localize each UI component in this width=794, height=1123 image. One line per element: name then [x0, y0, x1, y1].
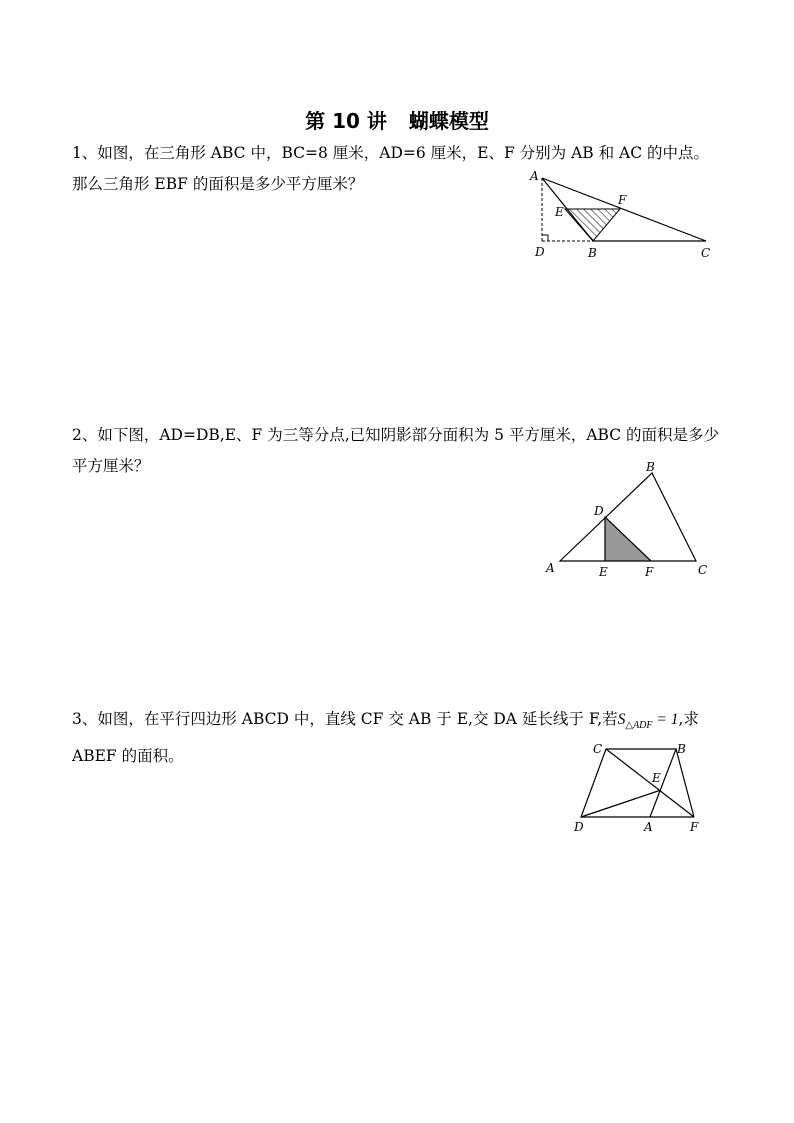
label-e: E — [555, 205, 564, 219]
label-d: D — [594, 504, 604, 518]
question-1-figure — [528, 168, 728, 264]
question-3-text-before: 3、如图，在平行四边形 ABCD 中，直线 CF 交 AB 于 E,交 DA 延长线于 F,若 — [72, 710, 618, 728]
label-f: F — [618, 193, 627, 207]
line-cf — [606, 749, 694, 817]
line-de — [581, 790, 661, 817]
lecture-topic: 蝴蝶模型 — [408, 109, 489, 133]
label-a: A — [644, 820, 653, 834]
area-expression: $S_{\triangle ADF} = 1$ — [617, 711, 679, 732]
right-angle-mark — [542, 235, 548, 241]
label-e: E — [652, 771, 661, 785]
line-bf — [676, 749, 694, 817]
parallelogram-abcd — [581, 749, 676, 817]
label-c: C — [593, 742, 603, 756]
label-d: D — [535, 245, 545, 259]
label-d: D — [574, 820, 584, 834]
question-2-text: 2、如下图，AD=DB,E、F 为三等分点,已知阴影部分面积为 5 平方厘米，ABC 的面积是多少平方厘米？ — [72, 426, 720, 475]
question-3-text-after: ,求 ABEF 的面积。 — [72, 710, 699, 766]
label-f: F — [645, 565, 654, 579]
shaded-triangle-ebf — [565, 209, 620, 241]
label-c: C — [698, 563, 708, 577]
question-3-figure — [568, 738, 718, 838]
label-a: A — [546, 561, 555, 575]
label-e: E — [599, 565, 608, 579]
lecture-number: 第 10 讲 — [305, 109, 387, 133]
label-f: F — [690, 820, 699, 834]
label-b: B — [677, 742, 686, 756]
question-2-figure — [540, 458, 720, 582]
label-a: A — [530, 169, 539, 183]
label-b: B — [588, 246, 597, 260]
label-b: B — [646, 460, 655, 474]
question-1-text: 1、如图，在三角形 ABC 中，BC=8 厘米，AD=6 厘米，E、F 分别为 AB 和 AC 的中点。那么三角形 EBF 的面积是多少平方厘米？ — [72, 144, 710, 193]
page-title — [0, 105, 794, 134]
label-c: C — [701, 246, 711, 260]
